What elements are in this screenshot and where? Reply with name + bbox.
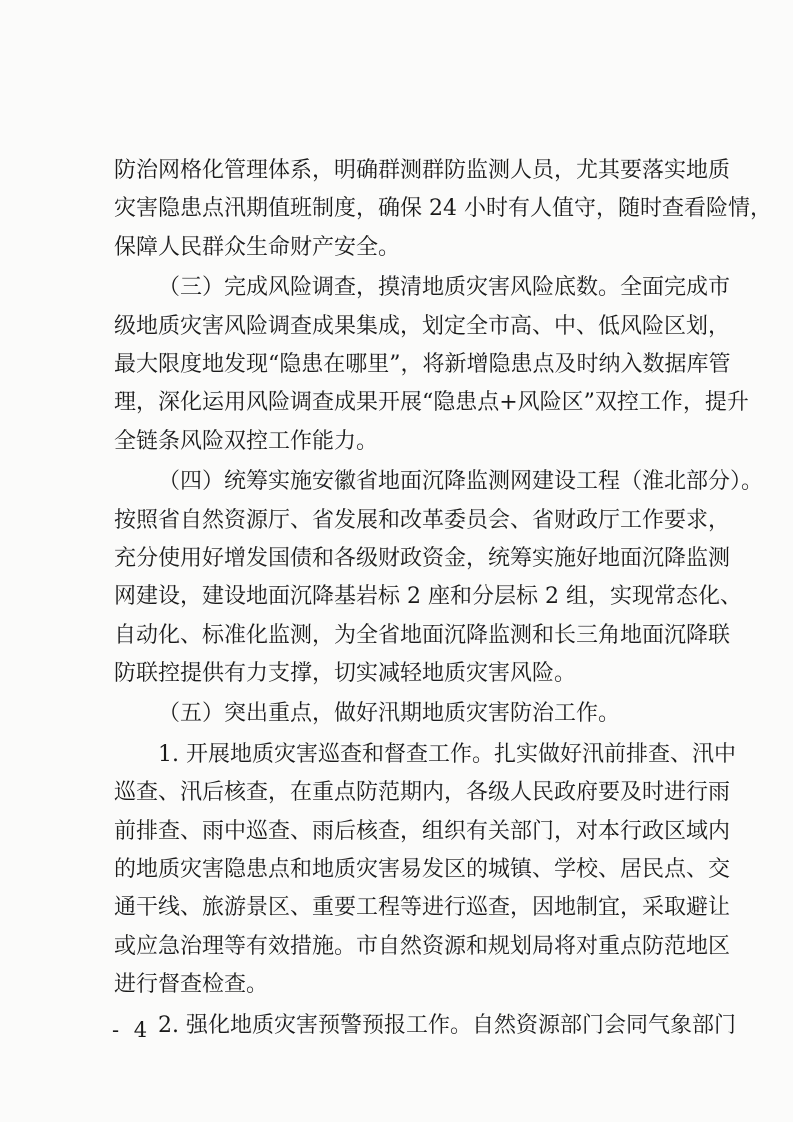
text-line: 2. 强化地质灾害预警预报工作。自然资源部门会同气象部门 [158, 1012, 736, 1038]
text-line: 充分使用好增发国债和各级财政资金，统筹实施好地面沉降监测 [114, 545, 731, 571]
text-line: 通干线、旅游景区、重要工程等进行巡查，因地制宜，采取避让 [114, 895, 731, 921]
text-line: 理，深化运用风险调查成果开展“隐患点+风险区”双控工作，提升 [114, 390, 749, 416]
text-line: 最大限度地发现“隐患在哪里”，将新增隐患点及时纳入数据库管 [114, 351, 731, 377]
text-line: 防联控提供有力支撑，切实减轻地质灾害风险。 [114, 661, 577, 687]
text-line: 巡查、汛后核查，在重点防范期内，各级人民政府要及时进行雨 [114, 780, 731, 806]
text-line: 网建设，建设地面沉降基岩标 2 座和分层标 2 组，实现常态化、 [114, 584, 742, 610]
paragraph-section-5-heading [114, 695, 706, 733]
paragraph-section-3 [114, 269, 749, 461]
text-line: （五）突出重点，做好汛期地质灾害防治工作。 [158, 701, 621, 727]
page-number: - 4 - [112, 1018, 173, 1042]
text-line: 的地质灾害隐患点和地质灾害易发区的城镇、学校、居民点、交 [114, 857, 731, 883]
body-text [114, 152, 772, 1045]
text-line: （四）统筹实施安徽省地面沉降监测网建设工程（淮北部分）。 [158, 469, 764, 495]
text-line: 全链条风险双控工作能力。 [114, 428, 379, 454]
text-line: 防治网格化管理体系，明确群测群防监测人员，尤其要落实地质 [114, 158, 731, 183]
paragraph-item-2 [114, 1007, 736, 1045]
paragraph-item-1 [114, 736, 736, 1005]
text-line: 前排查、雨中巡查、雨后核查，组织有关部门，对本行政区域内 [114, 818, 731, 844]
text-line: 进行督查检查。 [114, 972, 269, 998]
text-line: 灾害隐患点汛期值班制度，确保 24 小时有人值守，随时查看险情， [114, 196, 772, 222]
text-line: 保障人民群众生命财产安全。 [114, 234, 401, 260]
text-line: 自动化、标准化监测，为全省地面沉降监测和长三角地面沉降联 [114, 622, 731, 648]
text-line: （三）完成风险调查，摸清地质灾害风险底数。全面完成市 [158, 275, 731, 301]
paragraph-section-4 [114, 463, 764, 693]
text-line: 级地质灾害风险调查成果集成，划定全市高、中、低风险区划， [114, 313, 731, 339]
text-line: 按照省自然资源厅、省发展和改革委员会、省财政厅工作要求， [114, 507, 731, 533]
text-line: 或应急治理等有效措施。市自然资源和规划局将对重点防范地区 [114, 933, 731, 959]
text-line: 1. 开展地质灾害巡查和督查工作。扎实做好汛前排查、汛中 [158, 741, 736, 767]
paragraph-continuation [114, 152, 772, 267]
